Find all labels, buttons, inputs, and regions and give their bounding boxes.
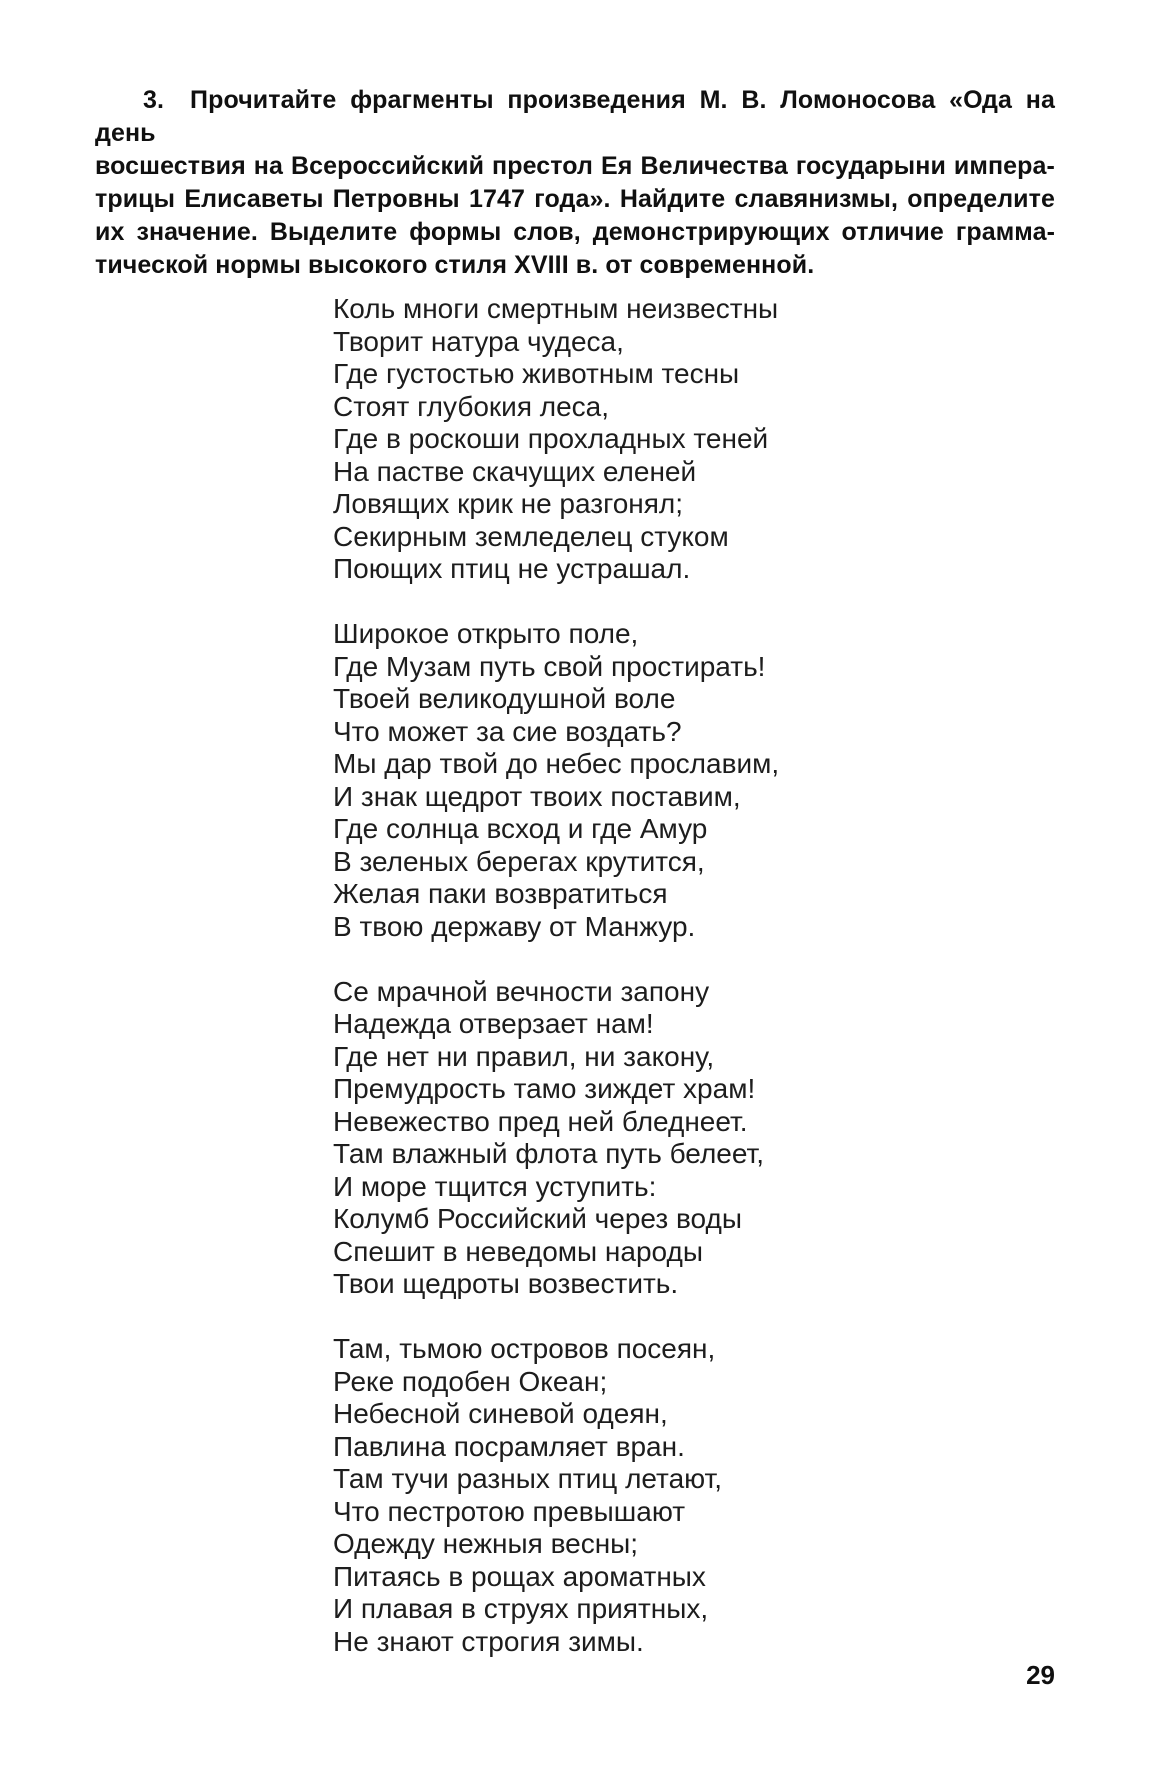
poem-line: И знак щедрот твоих поставим, <box>333 780 741 812</box>
page-content <box>95 84 1055 1658</box>
poem-line: Одежду нежныя весны; <box>333 1528 639 1559</box>
poem-line: Коль многи смертным неизвестны <box>333 293 779 324</box>
poem-line: Мы дар твой до небес прославим, <box>333 748 780 779</box>
poem-line: Широкое открыто поле, <box>333 618 639 649</box>
poem-line: Что пестротою превышают <box>333 1495 686 1527</box>
poem-line: Там влажный флота путь белеет, <box>333 1138 764 1169</box>
poem-line: Поющих птиц не устрашал. <box>333 553 691 584</box>
poem-line: И море тщится уступить: <box>333 1170 657 1202</box>
task-line: тической нормы высокого стиля XVIII в. от современной. <box>95 251 815 279</box>
poem-line: Невежество пред ней бледнеет. <box>333 1105 748 1137</box>
task-line: трицы Елисаветы Петровны 1747 года». Найдите славянизмы, определите <box>95 185 1055 213</box>
poem-line: Где в роскоши прохладных теней <box>333 423 769 454</box>
task-line-text: Прочитайте фрагменты произведения М. В. Ломоносова «Ода на день <box>95 86 1055 147</box>
poem-line: Твоей великодушной воле <box>333 683 676 714</box>
poem-line: На пастве скачущих еленей <box>333 455 697 487</box>
poem-line: Где солнца всход и где Амур <box>333 813 708 844</box>
stanza <box>333 293 1055 586</box>
poem-line: Там тучи разных птиц летают, <box>333 1463 723 1494</box>
poem-line: Творит натура чудеса, <box>333 325 624 357</box>
poem-line: Желая паки возвратиться <box>333 878 668 909</box>
poem-line: Надежда отверзает нам! <box>333 1008 654 1039</box>
task-number: 3. <box>143 86 165 114</box>
poem-line: Секирным земледелец стуком <box>333 520 729 552</box>
page-number: 29 <box>1026 1660 1055 1690</box>
poem-line: Небесной синевой одеян, <box>333 1398 668 1429</box>
poem-line: Где густостью животным тесны <box>333 358 740 389</box>
poem-line: Где Музам путь свой простирать! <box>333 650 766 682</box>
poem-line: Ловящих крик не разгонял; <box>333 488 684 519</box>
task-line <box>95 84 1055 150</box>
poem <box>333 293 1055 1658</box>
poem-line: В твою державу от Манжур. <box>333 910 696 942</box>
task-line: их значение. Выделите формы слов, демонстрирующих отличие грамма- <box>95 218 1055 246</box>
poem-line: Где нет ни правил, ни закону, <box>333 1040 715 1072</box>
poem-line: В зеленых берегах крутится, <box>333 845 705 877</box>
poem-line: Что может за сие воздать? <box>333 715 682 747</box>
poem-line: Стоят глубокия леса, <box>333 390 610 422</box>
stanza <box>333 618 1055 943</box>
poem-line: Реке подобен Океан; <box>333 1365 608 1397</box>
poem-line: Питаясь в рощах ароматных <box>333 1560 706 1592</box>
poem-line: Спешит в неведомы народы <box>333 1235 703 1267</box>
poem-line: Твои щедроты возвестить. <box>333 1268 679 1299</box>
poem-line: Се мрачной вечности запону <box>333 975 710 1007</box>
poem-line: И плавая в струях приятных, <box>333 1593 709 1624</box>
poem-line: Премудрость тамо зиждет храм! <box>333 1073 756 1104</box>
task-line: восшествия на Всероссийский престол Ея Величества государыни импера- <box>95 152 1055 180</box>
stanza <box>333 976 1055 1301</box>
poem-line: Там, тьмою островов посеян, <box>333 1333 716 1364</box>
stanza <box>333 1333 1055 1658</box>
task-heading <box>95 84 1055 282</box>
poem-line: Не знают строгия зимы. <box>333 1625 644 1657</box>
poem-line: Колумб Российский через воды <box>333 1203 742 1234</box>
poem-line: Павлина посрамляет вран. <box>333 1430 685 1462</box>
